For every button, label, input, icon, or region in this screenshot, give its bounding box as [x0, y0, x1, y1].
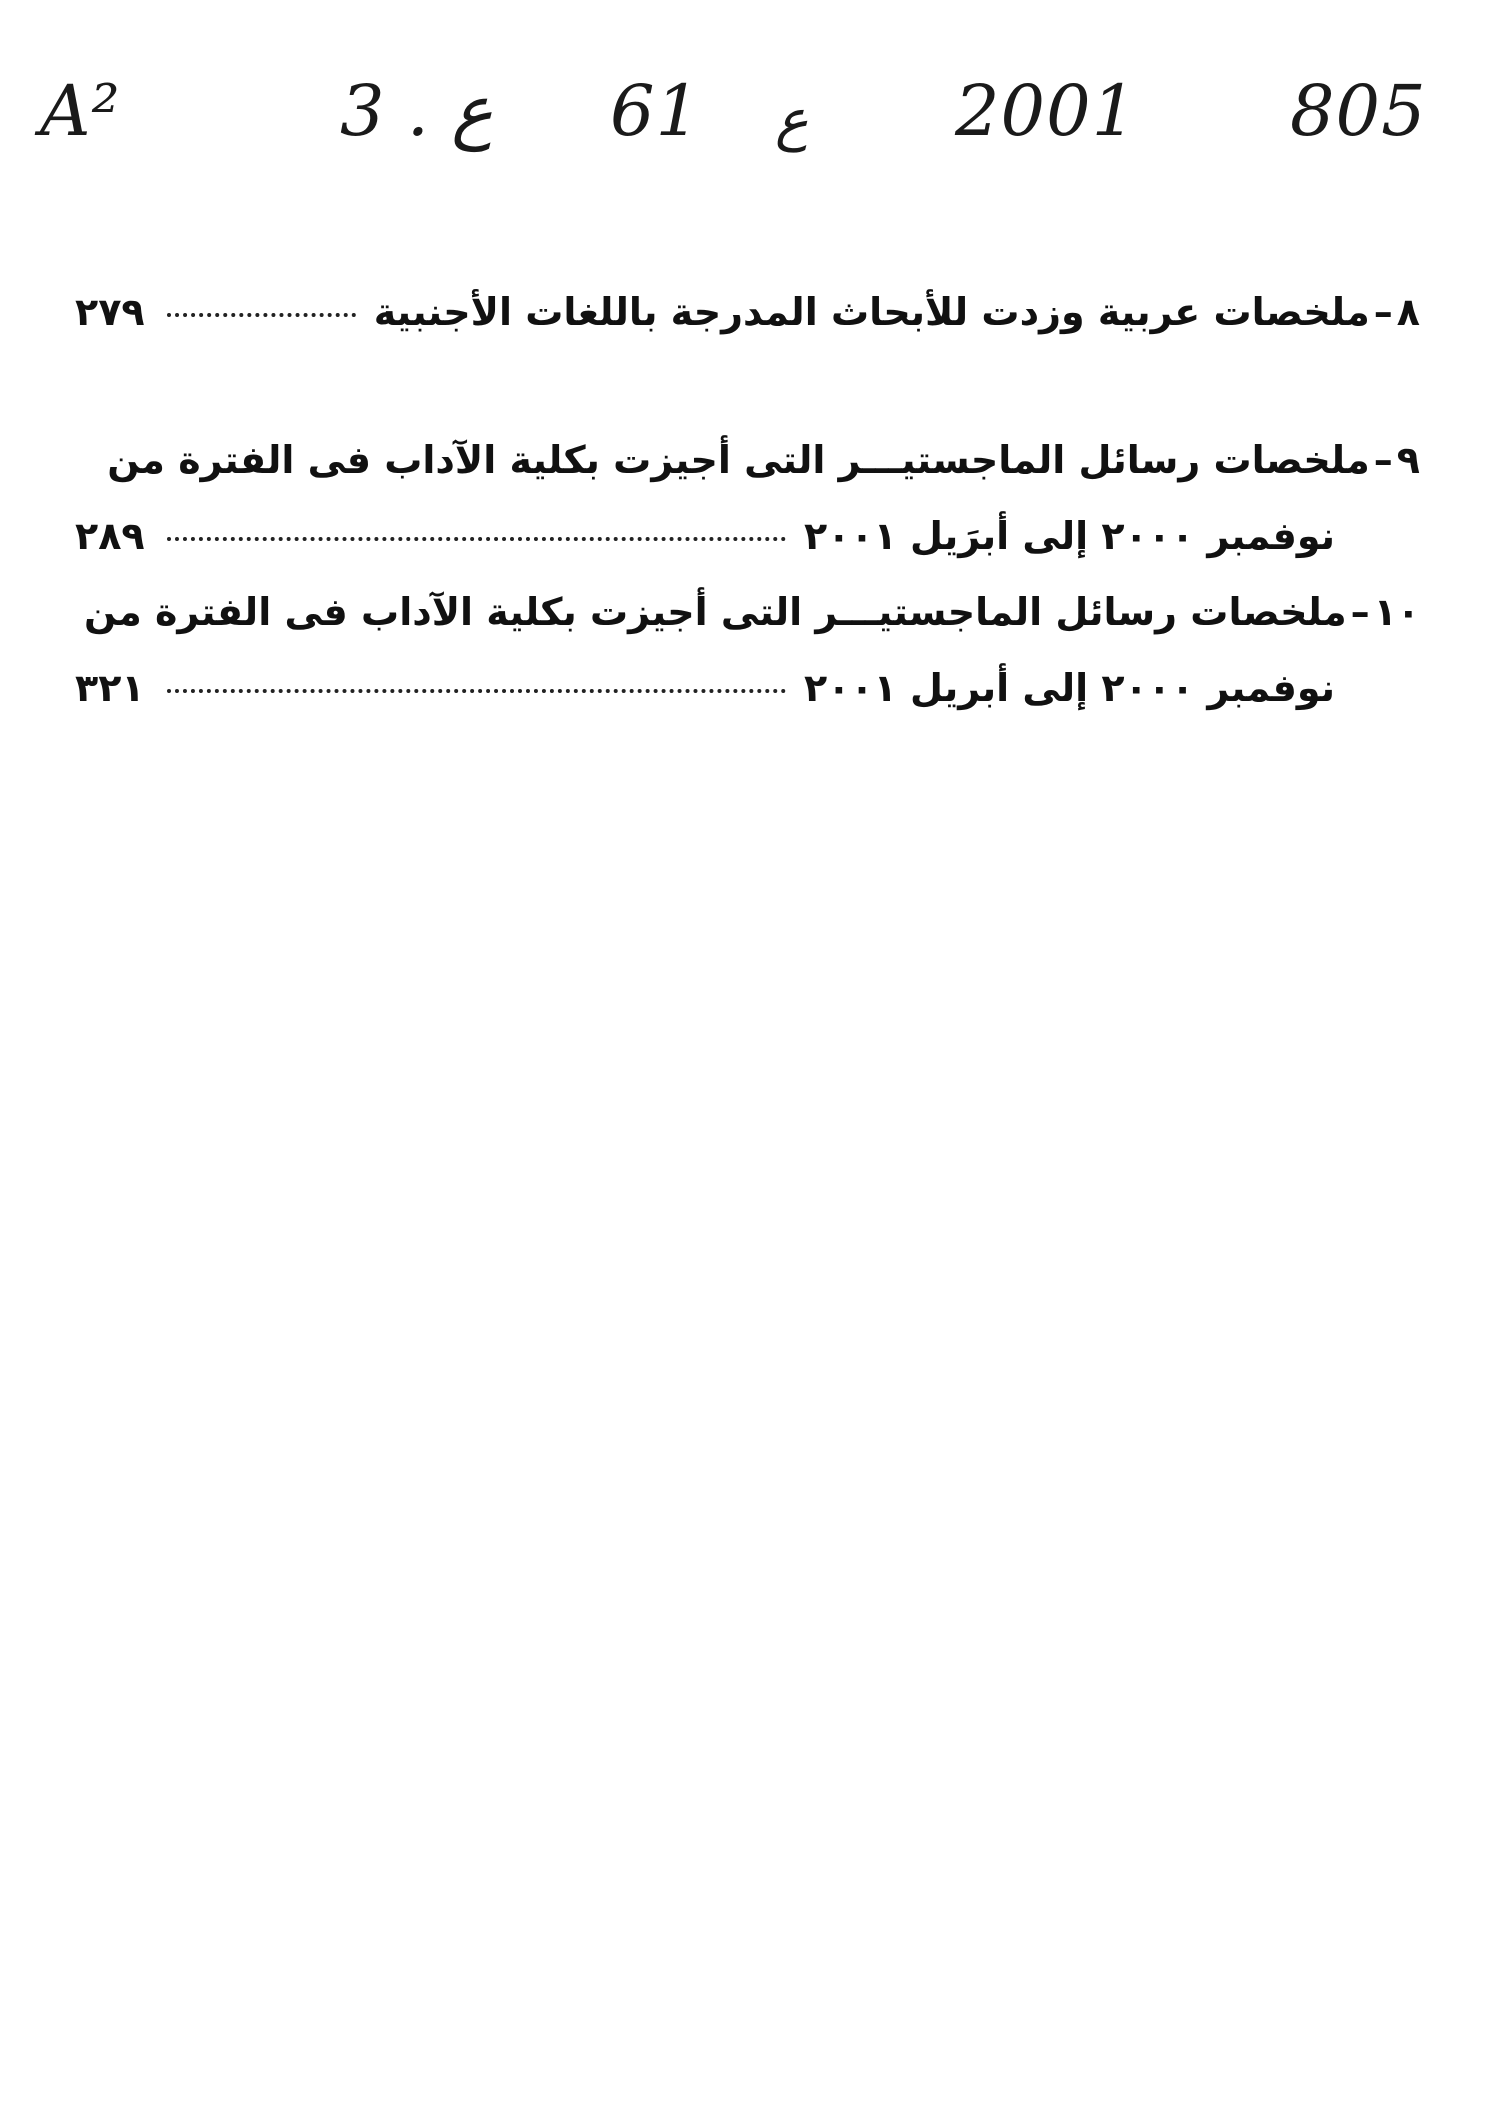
entry-dash: –	[1350, 590, 1370, 634]
page-number: ٢٧٩	[75, 290, 145, 334]
toc-entry	[75, 290, 1420, 366]
entry-dash: –	[1373, 290, 1393, 334]
entry-title-continued: نوفمبر ٢٠٠٠ إلى أبرَيل ٢٠٠١	[804, 514, 1335, 558]
entry-title: ملخصات رسائل الماجستيـــر التى أجيزت بكلية الآداب فى الفترة من	[84, 590, 1347, 634]
toc-line	[75, 666, 1420, 742]
entry-number: ٩	[1396, 438, 1420, 482]
entry-dash: –	[1373, 438, 1393, 482]
handwritten-mark: 805	[1290, 70, 1427, 152]
entry-title-continued: نوفمبر ٢٠٠٠ إلى أبريل ٢٠٠١	[804, 666, 1335, 710]
toc-line	[75, 290, 1420, 366]
handwritten-mark: 61	[610, 70, 702, 152]
toc-entry	[75, 590, 1420, 742]
handwritten-mark: ع	[775, 88, 809, 153]
toc-line	[75, 514, 1420, 590]
handwritten-mark: A²	[40, 70, 121, 152]
entry-title: ملخصات عربية وزدت للأبحاث المدرجة باللغات الأجنبية	[373, 290, 1370, 334]
handwritten-annotation	[40, 70, 1460, 180]
dot-leader	[167, 689, 786, 693]
dot-leader	[167, 313, 356, 317]
entry-number: ١٠	[1373, 590, 1420, 634]
handwritten-mark: 2001	[955, 70, 1138, 152]
handwritten-mark: 3 . ع	[340, 70, 494, 152]
toc-line	[75, 438, 1420, 514]
dot-leader	[167, 537, 786, 541]
toc-line	[75, 590, 1420, 666]
entry-number: ٨	[1396, 290, 1420, 334]
page-number: ٢٨٩	[75, 514, 145, 558]
page-number: ٣٢١	[75, 666, 145, 710]
table-of-contents	[75, 290, 1420, 742]
entry-title: ملخصات رسائل الماجستيـــر التى أجيزت بكلية الآداب فى الفترة من	[107, 438, 1370, 482]
toc-entry	[75, 438, 1420, 590]
